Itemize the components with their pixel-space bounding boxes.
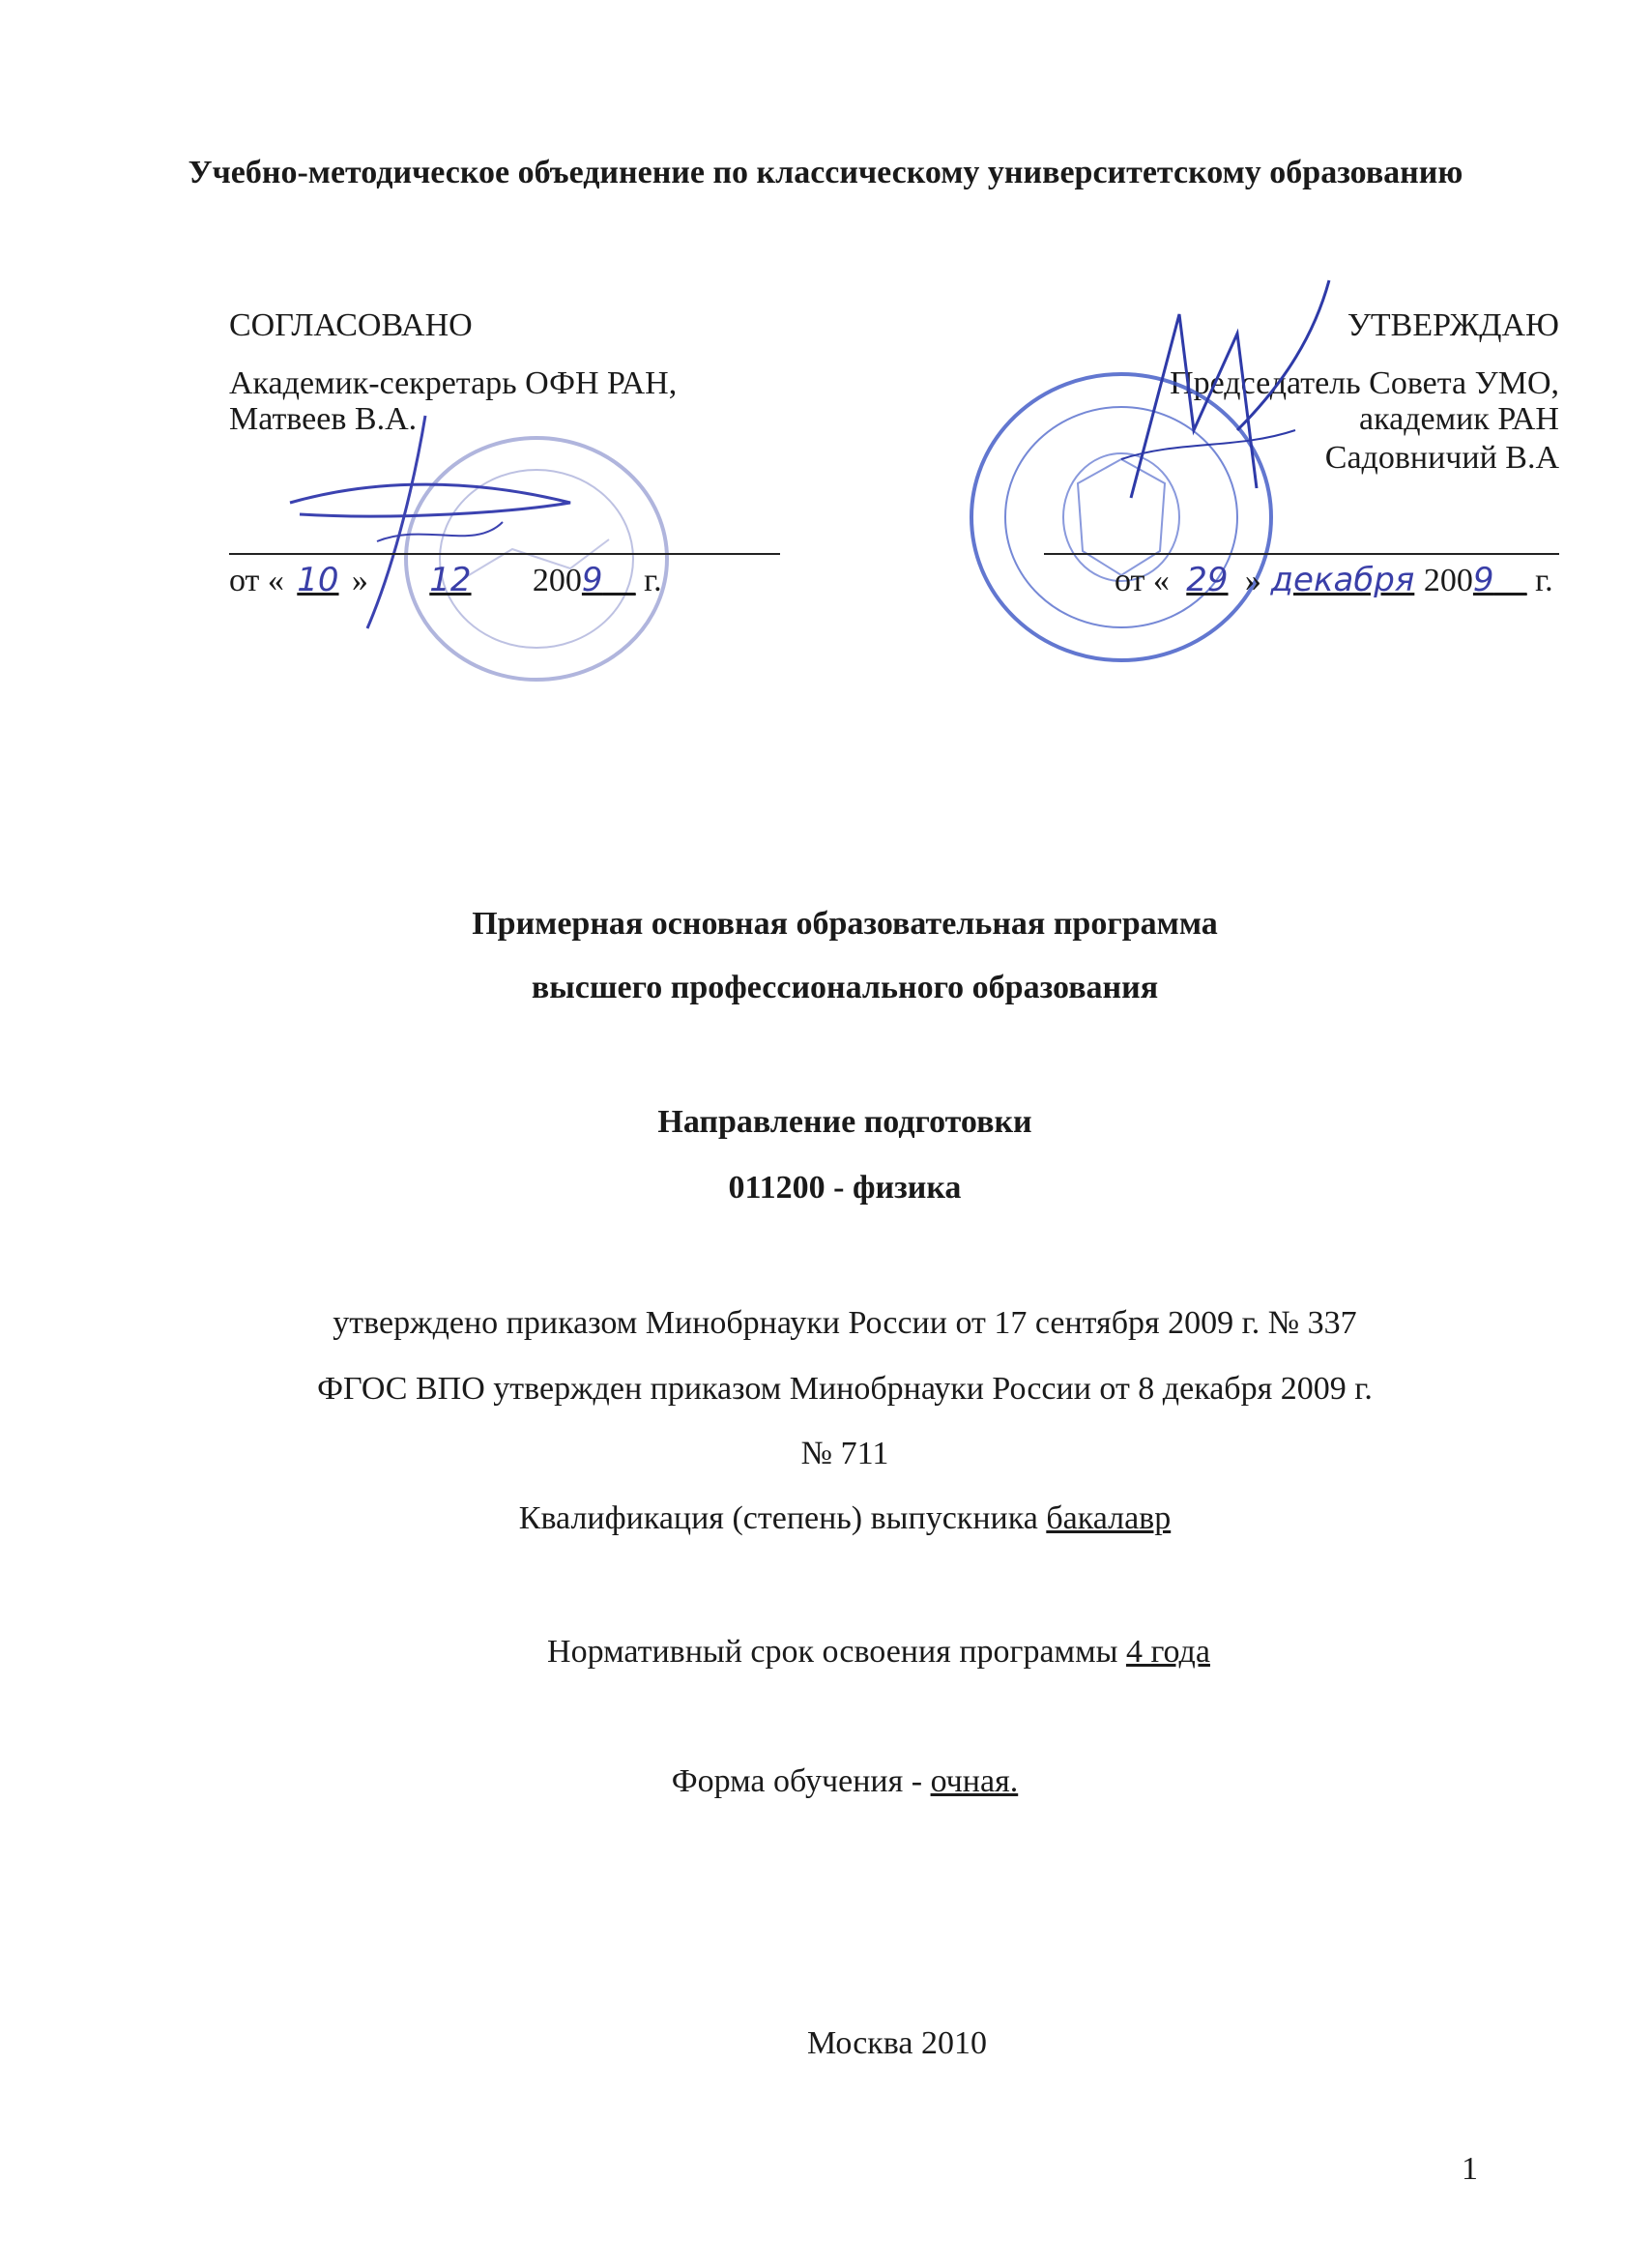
city-year: Москва 2010 xyxy=(806,2025,988,2061)
date-day: 29 xyxy=(1186,561,1229,599)
signature-line-left xyxy=(229,553,780,555)
date-mid: » xyxy=(1244,563,1261,598)
signature-line-right xyxy=(1044,553,1559,555)
program-title-line2: высшего профессионального образования xyxy=(531,970,1159,1005)
date-year: 9__ xyxy=(581,561,636,599)
date-month: 12 xyxy=(429,561,472,599)
approval-right-title: УТВЕРЖДАЮ xyxy=(1347,307,1559,343)
date-year: 9__ xyxy=(1472,561,1527,599)
approval-right-position: Председатель Совета УМО, xyxy=(1170,365,1559,401)
term-value: 4 года xyxy=(1125,1634,1210,1670)
date-mid: » xyxy=(351,563,368,598)
approval-left-position: Академик-секретарь ОФН РАН, xyxy=(229,365,678,401)
program-title-line1: Примерная основная образовательная программа xyxy=(472,906,1218,942)
date-year-prefix: 200 xyxy=(1423,563,1473,598)
approval-left-title: СОГЛАСОВАНО xyxy=(229,307,473,343)
direction-label: Направление подготовки xyxy=(657,1104,1032,1140)
organization-header: Учебно-методическое объединение по классическому университетскому образованию xyxy=(188,155,1463,190)
qualification-label: Квалификация (степень) выпускника xyxy=(518,1500,1047,1536)
form-value: очная. xyxy=(930,1763,1019,1799)
form-label: Форма обучения - xyxy=(671,1763,931,1799)
term-label: Нормативный срок освоения программы xyxy=(547,1634,1126,1670)
date-year-prefix: 200 xyxy=(532,563,582,598)
page-number: 1 xyxy=(1462,2151,1478,2187)
approval-left-name: Матвеев В.А. xyxy=(229,401,418,437)
approval-right-degree: академик РАН xyxy=(1359,401,1559,437)
signature-right-icon xyxy=(1102,276,1353,527)
fgos-line: ФГОС ВПО утвержден приказом Минобрнауки России от 8 декабря 2009 г. xyxy=(317,1371,1373,1407)
order-line: утверждено приказом Минобрнауки России от 17 сентября 2009 г. № 337 xyxy=(333,1305,1357,1341)
date-prefix: от « xyxy=(1115,563,1170,598)
date-year-suffix: г. xyxy=(1526,563,1553,598)
approval-left-date xyxy=(229,561,662,599)
direction-code: 011200 - физика xyxy=(728,1170,962,1206)
approval-right-date xyxy=(1115,561,1553,599)
signature-left-icon xyxy=(280,406,599,638)
approval-right-name: Садовничий В.А xyxy=(1324,440,1559,476)
qualification-value: бакалавр xyxy=(1046,1500,1172,1536)
fgos-number: № 711 xyxy=(800,1436,889,1471)
date-prefix: от « xyxy=(229,563,284,598)
date-year-suffix: г. xyxy=(635,563,662,598)
form-line xyxy=(19,1763,1651,1800)
term-line xyxy=(53,1634,1651,1671)
date-month: декабря xyxy=(1270,561,1415,599)
qualification-line xyxy=(19,1500,1651,1537)
date-day: 10 xyxy=(297,561,339,599)
